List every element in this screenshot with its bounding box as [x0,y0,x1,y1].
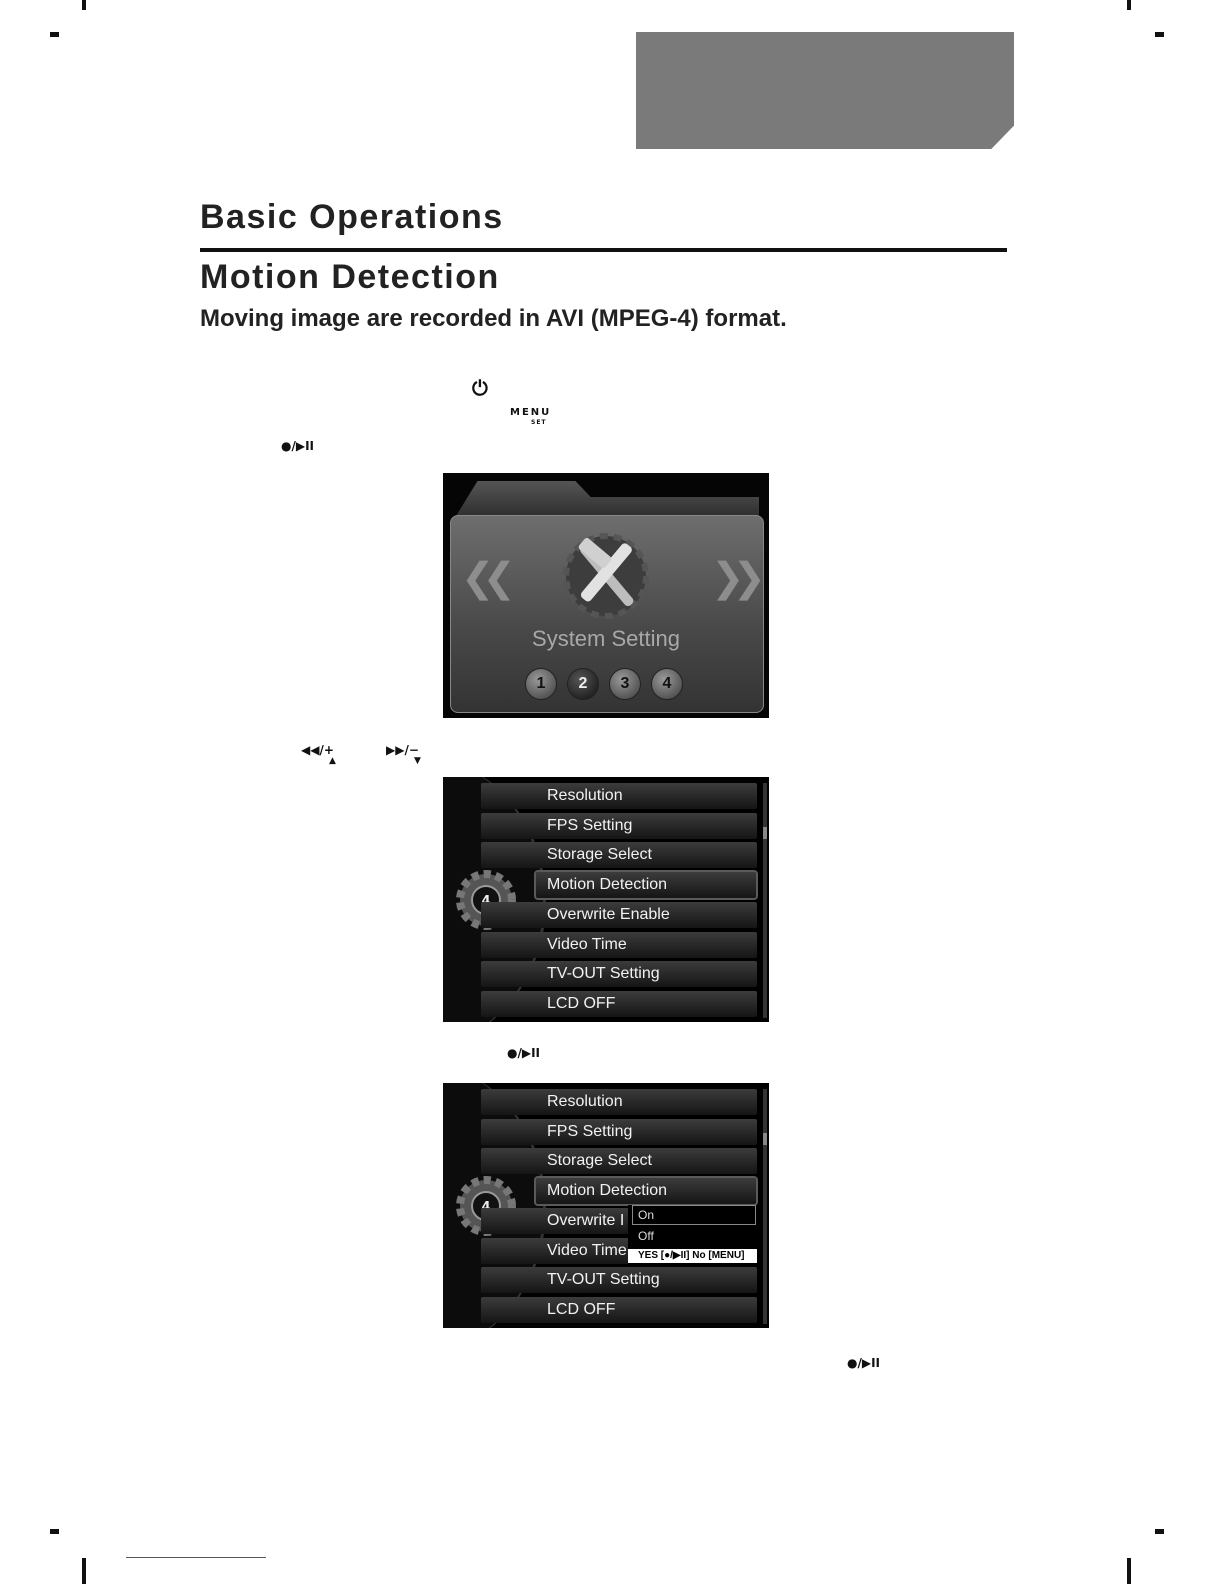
page-dot-3[interactable]: 3 [609,668,641,700]
tools-icon [558,528,654,624]
menu-item-label: Resolution [547,787,623,804]
crop-mark [50,1529,59,1534]
menu-item-label: Motion Detection [547,876,668,894]
motion-detection-popup-screen [443,1083,769,1328]
motion-detection-popup [628,1205,757,1267]
down-arrow-icon: ▼ [414,756,421,766]
option-on[interactable]: On [638,1208,655,1222]
rewind-plus-icon: ◀◀/+ [301,743,334,757]
footer-link-line [126,1557,266,1558]
previous-arrow-icon[interactable]: ❮❮ [461,556,505,600]
page-dots [515,663,705,703]
menu-item-label: Resolution [547,1093,623,1110]
menu-item-label: LCD OFF [547,1300,616,1318]
crop-mark [1127,1558,1131,1584]
system-setting-screen [443,473,769,718]
record-play-icon: ●/▶II [507,1046,541,1060]
title-rule [200,248,1007,252]
crop-mark [82,0,86,10]
page-dot-4[interactable]: 4 [651,668,683,700]
menu-item-label: Motion Detection [547,1182,668,1200]
menu-row[interactable] [481,991,757,1017]
section-title: Motion Detection [200,258,500,296]
menu-item-label: LCD OFF [547,994,616,1012]
menu-button-icon: MENU [510,407,552,418]
settings-menu-screen [443,777,769,1022]
menu-item-label: Overwrite I [547,1211,625,1229]
scrollbar[interactable] [763,783,767,1018]
up-arrow-icon: ▲ [329,756,336,766]
set-label-icon: SET [531,419,547,426]
scrollbar[interactable] [763,1089,767,1324]
record-play-icon: ●/▶II [281,439,315,453]
option-off[interactable]: Off [638,1229,654,1243]
menu-item-label: FPS Setting [547,1122,633,1140]
menu-row[interactable] [481,1297,757,1323]
menu-item-label: FPS Setting [547,816,633,834]
menu-item-label: TV-OUT Setting [547,965,660,983]
crop-mark [50,32,59,37]
crop-mark [1127,0,1131,10]
menu-item-label: Video Time [547,935,627,953]
power-icon: ⏻ [472,376,488,400]
menu-item-label: Storage Select [547,1152,652,1170]
scroll-thumb[interactable] [763,827,767,839]
section-subtitle: Moving image are recorded in AVI (MPEG-4) format. [200,305,787,332]
page-dot-1[interactable]: 1 [525,668,557,700]
page-title: Basic Operations [200,198,504,236]
menu-item-label: Overwrite Enable [547,905,670,923]
crop-mark [1155,1529,1164,1534]
system-setting-label: System Setting [532,626,680,651]
menu-item-label: TV-OUT Setting [547,1271,660,1289]
page-dot-2[interactable]: 2 [567,668,599,700]
next-arrow-icon[interactable]: ❯❯ [711,556,755,600]
menu-item-label: Video Time [547,1241,627,1259]
scroll-thumb[interactable] [763,1133,767,1145]
crop-mark [82,1558,86,1584]
menu-item-label: Storage Select [547,846,652,864]
forward-minus-icon: ▶▶/− [386,743,419,757]
crop-mark [1155,32,1164,37]
header-tab [636,32,1014,149]
confirm-bar[interactable]: YES [●/▶II] No [MENU] [628,1249,757,1263]
record-play-icon: ●/▶II [847,1356,881,1370]
